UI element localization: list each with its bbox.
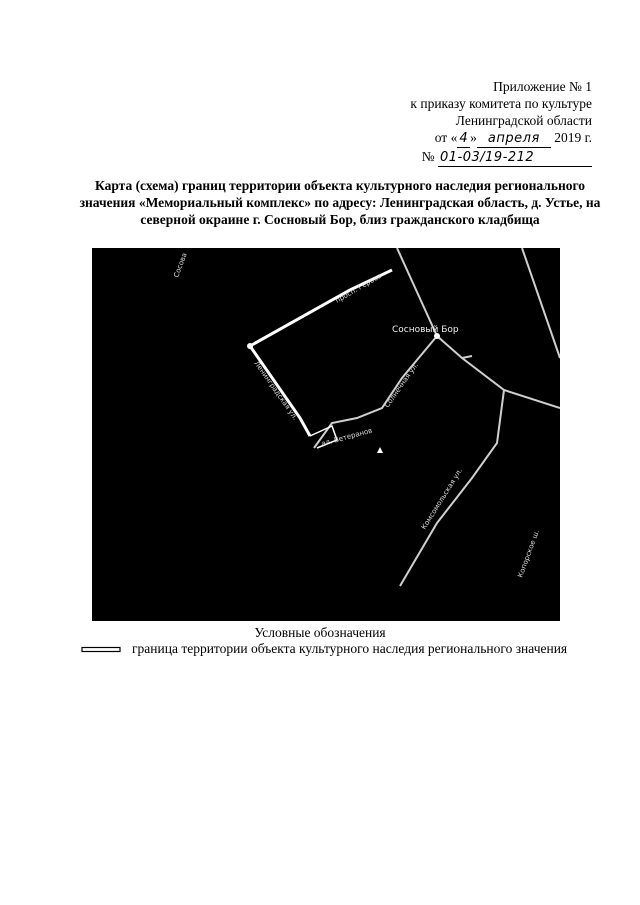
roads [314, 248, 560, 586]
order-number [410, 148, 592, 167]
document-title: Карта (схема) границ территории объекта культурного наследия регионального значения «Мемориальный комплекс» по адресу: Ленинградская область, д. Устье, на северной окраине г. Сосновый Бор, близ гражданского кладбища [79, 178, 601, 227]
heritage-boundary [250, 270, 392, 436]
road-solnechnaya [314, 336, 437, 448]
legend-item [80, 641, 567, 657]
legend-title: Условные обозначения [254, 625, 386, 640]
label-komsomolskaya: Комсомольская ул. [419, 467, 465, 532]
boundary-map [92, 248, 560, 621]
road-ne [522, 248, 560, 358]
date-month: апреля [477, 130, 551, 148]
label-solnechnaya: Солнечная ул. [383, 361, 420, 410]
appendix-number: Приложение № 1 [493, 79, 592, 94]
date-day: 4 [459, 131, 469, 146]
boundary-line-symbol [80, 645, 122, 655]
label-city: Сосновый Бор [392, 325, 459, 335]
region-name: Ленинградской области [455, 113, 592, 128]
legend-item-text: граница территории объекта культурного наследия регионального значения [132, 641, 568, 656]
label-koporskoe: Копорское ш. [516, 528, 542, 579]
boundary-corner-marker [247, 343, 253, 349]
road-stub [462, 356, 472, 358]
date-mid: » [470, 130, 477, 145]
order-date [410, 129, 592, 148]
date-prefix: от « [434, 130, 458, 145]
memorial-marker [377, 447, 383, 453]
order-reference: к приказу комитета по культуре [410, 96, 592, 111]
number-value: 01-03/19-212 [438, 149, 592, 167]
label-leningradskaya: Ленинградская ул. [252, 359, 300, 422]
date-year: 2019 г. [554, 130, 592, 145]
number-prefix: № [421, 149, 435, 164]
label-top-left: Сосова [172, 251, 189, 279]
label-veterans: ал. Ветеранов [320, 426, 374, 448]
map-drawing [92, 248, 560, 621]
appendix-header [410, 78, 592, 167]
label-heroes: просп. Героев [334, 271, 383, 305]
